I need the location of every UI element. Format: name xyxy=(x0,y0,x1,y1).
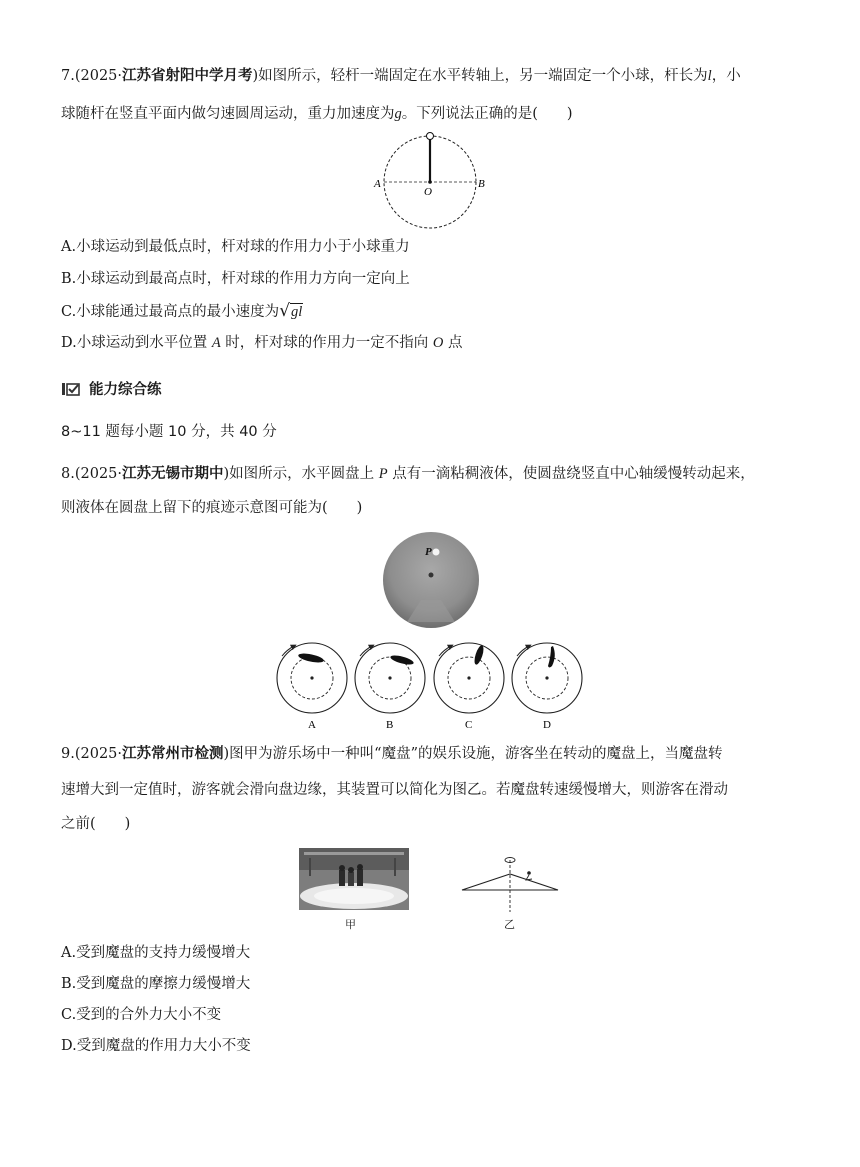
q7-option-b: B.小球运动到最高点时，杆对球的作用力方向一定向上 xyxy=(61,271,410,287)
q8-choice-b-label: B xyxy=(386,719,394,731)
q8-choice-b-diagram xyxy=(355,643,425,713)
q7-stem-line2: 球随杆在竖直平面内做匀速圆周运动，重力加速度为g。下列说法正确的是( ) xyxy=(61,106,573,122)
q9-option-a: A.受到魔盘的支持力缓慢增大 xyxy=(61,945,251,961)
q7-label-o: O xyxy=(424,186,432,198)
q8-stem-line1: 8.(2025·江苏无锡市期中)如图所示，水平圆盘上 P 点有一滴粘稠液体，使圆盘绕竖直中心轴缓慢转动起来， xyxy=(61,466,755,482)
q9-stem-line3: 之前( ) xyxy=(61,816,131,832)
q9-option-c: C.受到的合外力大小不变 xyxy=(61,1007,222,1023)
q7-circle-diagram xyxy=(372,128,496,232)
q7-number: 7.(2025· xyxy=(61,68,123,84)
q8-choices-figure xyxy=(268,636,598,736)
q8-liquid-drop xyxy=(433,549,440,556)
q8-choice-c-diagram xyxy=(434,643,504,713)
q7-option-c: C.小球能通过最高点的最小速度为√gl xyxy=(61,301,303,321)
q9-stem-line1: 9.(2025·江苏常州市检测)图甲为游乐场中一种叫“魔盘”的娱乐设施，游客坐在转动的魔盘上，当魔盘转 xyxy=(61,746,723,762)
section-header xyxy=(61,378,162,399)
section-title: 能力综合练 xyxy=(89,382,162,398)
q9-option-d: D.受到魔盘的作用力大小不变 xyxy=(61,1038,251,1054)
q8-choice-a-label: A xyxy=(308,719,316,731)
q9-option-b: B.受到魔盘的摩擦力缓慢增大 xyxy=(61,976,251,992)
q7-ball xyxy=(427,133,434,140)
q7-label-a: A xyxy=(374,178,381,190)
q9-caption-jia: 甲 xyxy=(345,919,356,931)
q8-source: 江苏无锡市期中 xyxy=(122,466,224,482)
sqrt-sign: √ xyxy=(279,301,291,321)
q8-choice-d-diagram xyxy=(512,643,582,713)
q8-choice-a-diagram xyxy=(277,643,347,713)
q8-choice-d-label: D xyxy=(543,719,551,731)
sqrt-radicand: gl xyxy=(291,304,303,320)
q7-stem-line1: 7.(2025·江苏省射阳中学月考)如图所示，轻杆一端固定在水平转轴上，另一端固定一个小球，杆长为l，小 xyxy=(61,68,741,84)
q8-disk-photo xyxy=(381,530,481,630)
q8-photo-label-p: P xyxy=(425,546,432,558)
q9-visitor-head xyxy=(527,871,531,875)
q9-caption-yi: 乙 xyxy=(504,919,515,931)
checklist-icon xyxy=(61,381,81,397)
q7-source: 江苏省射阳中学月考 xyxy=(122,68,253,84)
q7-option-a: A.小球运动到最低点时，杆对球的作用力小于小球重力 xyxy=(61,239,410,255)
q7-pivot xyxy=(428,180,432,184)
q7-label-b: B xyxy=(478,178,485,190)
q9-visitor-body xyxy=(526,875,532,880)
q7-option-d: D.小球运动到水平位置 A 时，杆对球的作用力一定不指向 O 点 xyxy=(61,335,463,351)
q9-source: 江苏常州市检测 xyxy=(122,746,224,762)
q9-photo-jia xyxy=(299,848,409,910)
section-rule: 8~11 题每小题 10 分，共 40 分 xyxy=(61,424,277,440)
q8-stem-line2: 则液体在圆盘上留下的痕迹示意图可能为( ) xyxy=(61,500,363,516)
q9-diagram-yi xyxy=(458,852,562,914)
q9-stem-line2: 速增大到一定值时，游客就会滑向盘边缘，其装置可以简化为图乙。若魔盘转速缓慢增大，则游客在滑动 xyxy=(61,782,728,798)
q8-center-axis xyxy=(429,573,434,578)
q8-choice-c-label: C xyxy=(465,719,473,731)
